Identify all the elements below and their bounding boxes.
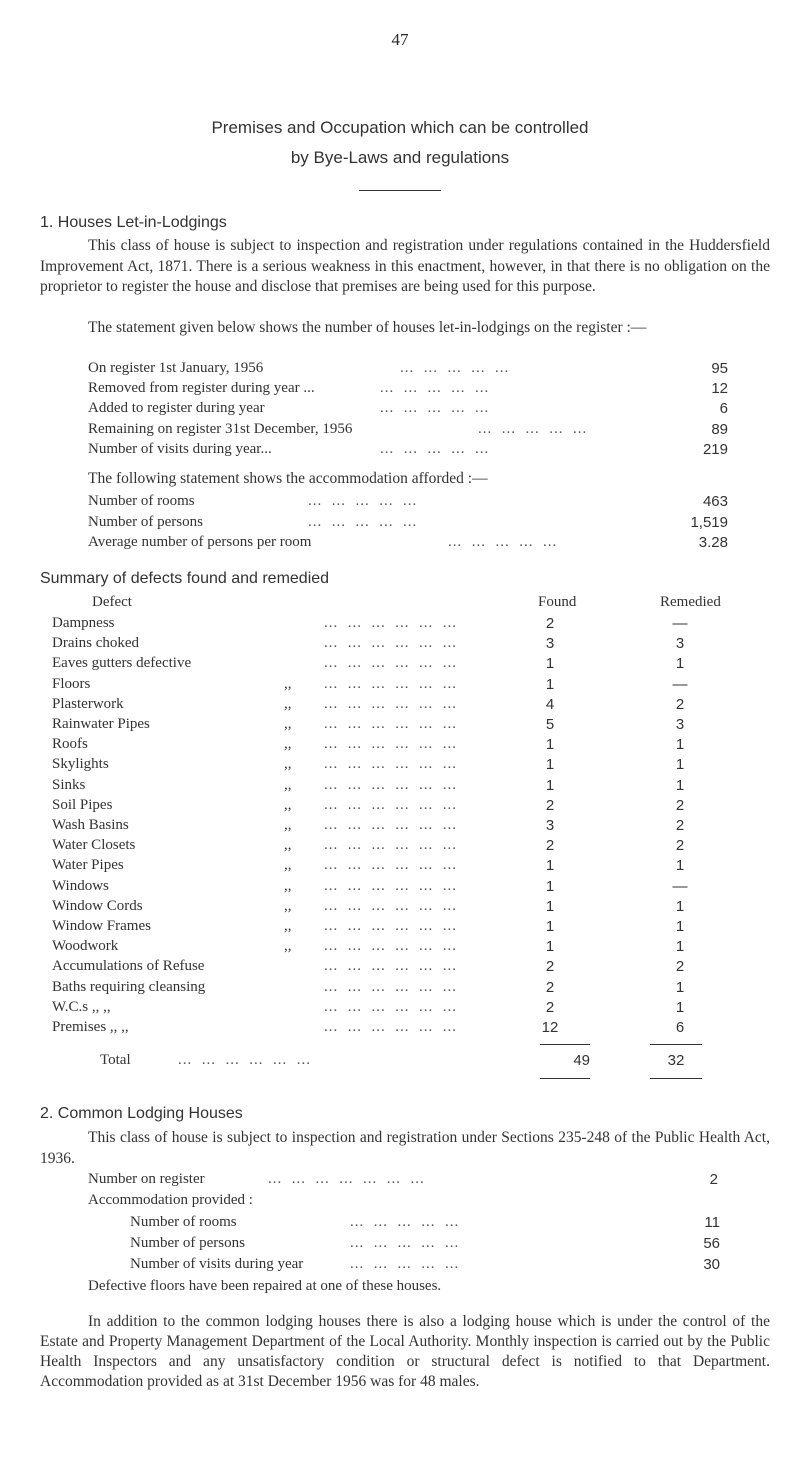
col-remedied-header: Remedied [660, 594, 721, 610]
ditto-mark: ,, [284, 776, 292, 793]
register-row-leader: ... ... ... ... ... [400, 360, 510, 376]
defect-found: 1 [545, 918, 555, 935]
defect-leader: ... ... ... ... ... ... [324, 655, 457, 672]
number-on-register-label: Number on register [88, 1171, 205, 1187]
page-number: 47 [391, 30, 409, 49]
page-title: Premises and Occupation which can be controlled [211, 118, 589, 137]
defect-row [52, 655, 732, 675]
defect-row [52, 817, 732, 837]
defect-row [52, 958, 732, 978]
defect-leader: ... ... ... ... ... ... [324, 756, 457, 773]
number-on-register-row [88, 1171, 728, 1191]
common-lodging-row-label: Number of rooms [130, 1214, 237, 1230]
ditto-mark: ,, [284, 918, 292, 934]
defect-remedied: 3 [675, 635, 685, 653]
defect-label: Accumulations of Refuse [52, 958, 205, 975]
defect-found: 1 [545, 736, 555, 754]
accommodation-row-label: Number of persons [88, 514, 203, 530]
defect-leader: ... ... ... ... ... ... [324, 958, 457, 975]
defect-remedied: 1 [675, 756, 685, 774]
defect-leader: ... ... ... ... ... ... [324, 695, 457, 712]
number-on-register-leader: ... ... ... ... ... ... ... [268, 1171, 425, 1187]
defect-row [52, 979, 732, 999]
defect-found: 1 [545, 897, 555, 915]
title-divider [359, 190, 441, 191]
register-row-value: 95 [711, 360, 728, 377]
common-lodging-row-leader: ... ... ... ... ... [350, 1256, 460, 1272]
ditto-mark: ,, [284, 877, 292, 894]
defect-row [52, 676, 732, 696]
register-statement-intro: The statement given below shows the number of houses let-in-lodgings on the register :— [88, 319, 647, 336]
defects-heading: Summary of defects found and remedied [40, 570, 330, 587]
defect-remedied: 1 [675, 978, 685, 996]
section2-heading: 2. Common Lodging Houses [40, 1105, 243, 1122]
defect-row [52, 837, 732, 857]
ditto-mark: ,, [284, 736, 292, 753]
defect-remedied: — [672, 877, 688, 895]
defect-remedied: 1 [675, 857, 685, 875]
accommodation-row-value: 1,519 [690, 514, 728, 531]
defect-found: 12 [541, 1019, 559, 1036]
defect-found: 1 [545, 938, 555, 956]
defect-row [52, 756, 732, 776]
defect-found: 2 [545, 796, 555, 814]
ditto-mark: ,, [284, 675, 292, 692]
register-row [88, 380, 728, 400]
defect-label: Water Closets [52, 837, 136, 854]
accommodation-row-leader: ... ... ... ... ... [308, 493, 418, 509]
defect-leader: ... ... ... ... ... ... [324, 796, 457, 813]
register-row [88, 441, 728, 461]
common-lodging-row [130, 1214, 730, 1234]
defect-found: 3 [545, 635, 555, 653]
defect-label: Water Pipes [52, 857, 124, 874]
defect-label: Floors [52, 675, 91, 692]
defect-remedied: 2 [675, 958, 685, 976]
register-row-label: Remaining on register 31st December, 1956 [88, 421, 353, 437]
defect-found: 2 [545, 978, 555, 996]
section1-intro: This class of house is subject to inspection and registration under regulations contained in the Huddersfield Improvement Act, 1871. There is a serious weakness in this enactment, however, in that there is no obligation on the proprietor to register the house and disclose that premises are being used for this purpose. [40, 237, 770, 295]
register-row-leader: ... ... ... ... ... [478, 421, 588, 437]
defect-row [52, 635, 732, 655]
defect-row [52, 1019, 732, 1039]
defect-remedied: 1 [675, 897, 685, 915]
defect-label: Eaves gutters defective [52, 655, 192, 672]
defect-row [52, 736, 732, 756]
defect-label: Roofs [52, 736, 88, 753]
accommodation-row-value: 463 [702, 493, 728, 510]
page-subtitle: by Bye-Laws and regulations [290, 148, 510, 167]
defect-found: 2 [545, 837, 555, 855]
accommodation-row [88, 514, 728, 534]
register-row-value: 219 [702, 441, 728, 458]
register-row-value: 6 [719, 400, 728, 417]
defect-row [52, 696, 732, 716]
defect-found: 5 [545, 716, 555, 733]
defect-remedied: 1 [675, 998, 685, 1016]
ditto-mark: ,, [284, 796, 292, 813]
defect-remedied: 1 [675, 736, 685, 754]
defect-leader: ... ... ... ... ... ... [324, 635, 457, 652]
accommodation-row-leader: ... ... ... ... ... [448, 534, 558, 550]
ditto-mark: ,, [284, 716, 292, 732]
defect-leader: ... ... ... ... ... ... [324, 918, 457, 934]
accommodation-intro: The following statement shows the accommodation afforded :— [88, 470, 488, 487]
defect-remedied: 6 [675, 1019, 685, 1036]
register-row-value: 12 [711, 380, 728, 397]
defect-found: 1 [545, 655, 555, 673]
common-lodging-row-value: 11 [704, 1214, 720, 1231]
defect-row [52, 918, 732, 938]
ditto-mark: ,, [284, 857, 292, 874]
defect-row [52, 615, 732, 635]
number-on-register-value: 2 [709, 1171, 718, 1188]
accommodation-row [88, 493, 728, 513]
defect-label: Drains choked [52, 635, 140, 652]
defect-remedied: — [672, 615, 688, 632]
defect-found: 1 [545, 776, 555, 794]
register-row-leader: ... ... ... ... ... [380, 380, 490, 396]
accommodation-row-value: 3.28 [698, 534, 728, 551]
defect-label: Plasterwork [52, 695, 124, 712]
defect-row [52, 938, 732, 958]
total-rule-found-top [540, 1044, 590, 1045]
defect-leader: ... ... ... ... ... ... [324, 857, 457, 874]
ditto-mark: ,, [284, 817, 292, 833]
closing-paragraph: In addition to the common lodging houses there is also a lodging house which is under the control of the Estate and Property Management Department of the Local Authority. Monthly inspection is carried out by the Public Health Inspectors and any unsatisfactory condition or structural defect is notified to that Department. Accommodation provided as at 31st December 1956 was for 48 males. [40, 1313, 770, 1390]
register-row-label: Added to register during year [88, 400, 265, 416]
common-lodging-row-leader: ... ... ... ... ... [350, 1214, 460, 1230]
register-row [88, 360, 728, 380]
defect-leader: ... ... ... ... ... ... [324, 998, 457, 1015]
defective-note: Defective floors have been repaired at one of these houses. [88, 1278, 442, 1294]
defect-leader: ... ... ... ... ... ... [324, 978, 457, 995]
defect-label: Wash Basins [52, 817, 129, 833]
ditto-mark: ,, [284, 938, 292, 955]
accommodation-row-label: Number of rooms [88, 493, 195, 509]
defect-row [52, 777, 732, 797]
defect-row [52, 857, 732, 877]
defect-leader: ... ... ... ... ... ... [324, 938, 457, 955]
ditto-mark: ,, [284, 756, 292, 773]
defect-remedied: 2 [675, 695, 685, 713]
defect-row [52, 898, 732, 918]
defect-label: Dampness [52, 615, 115, 631]
register-row-label: Removed from register during year ... [88, 380, 315, 396]
register-row-leader: ... ... ... ... ... [380, 441, 490, 457]
defect-found: 1 [545, 756, 555, 774]
register-row [88, 400, 728, 420]
defect-leader: ... ... ... ... ... ... [324, 817, 457, 833]
defect-remedied: 2 [675, 817, 685, 834]
total-found: 49 [573, 1052, 590, 1069]
defect-leader: ... ... ... ... ... ... [324, 736, 457, 753]
defect-leader: ... ... ... ... ... ... [324, 837, 457, 854]
defect-remedied: 2 [675, 837, 685, 855]
defect-found: 2 [545, 958, 555, 976]
common-lodging-row-value: 30 [703, 1256, 720, 1273]
defect-found: 1 [545, 877, 555, 895]
defect-remedied: 3 [675, 716, 685, 733]
common-lodging-row [130, 1235, 730, 1255]
register-row-leader: ... ... ... ... ... [380, 400, 490, 416]
defect-remedied: 1 [675, 918, 685, 935]
common-lodging-row-value: 56 [703, 1235, 720, 1252]
defect-label: W.C.s ,, ,, [52, 998, 111, 1015]
defect-label: Sinks [52, 776, 86, 793]
total-row [100, 1052, 720, 1072]
defect-leader: ... ... ... ... ... ... [324, 776, 457, 793]
total-rule-remedied-bottom [650, 1078, 702, 1079]
common-lodging-row-leader: ... ... ... ... ... [350, 1235, 460, 1251]
accommodation-provided-label: Accommodation provided : [88, 1192, 253, 1208]
defect-leader: ... ... ... ... ... ... [324, 877, 457, 894]
defect-remedied: 1 [675, 776, 685, 794]
defect-leader: ... ... ... ... ... ... [324, 716, 457, 732]
accommodation-row-leader: ... ... ... ... ... [308, 514, 418, 530]
defect-leader: ... ... ... ... ... ... [324, 1019, 457, 1035]
common-lodging-row-label: Number of persons [130, 1235, 245, 1251]
register-row-label: On register 1st January, 1956 [88, 360, 264, 376]
defect-found: 1 [545, 857, 555, 875]
defect-label: Rainwater Pipes [52, 716, 150, 732]
defect-row [52, 999, 732, 1019]
defect-label: Window Frames [52, 918, 151, 934]
defect-remedied: 1 [675, 938, 685, 956]
defect-label: Soil Pipes [52, 796, 113, 813]
defect-found: 1 [545, 675, 555, 693]
defect-label: Premises ,, ,, [52, 1019, 129, 1035]
section1-heading: 1. Houses Let-in-Lodgings [40, 214, 227, 231]
register-row-value: 89 [711, 421, 728, 438]
defective-note-row [88, 1278, 728, 1298]
defect-label: Baths requiring cleansing [52, 978, 206, 995]
defect-remedied: 1 [675, 655, 685, 673]
section2-intro: This class of house is subject to inspection and registration under Sections 235-248 of the Public Health Act, 1936. [40, 1129, 770, 1167]
ditto-mark: ,, [284, 837, 292, 854]
ditto-mark: ,, [284, 695, 292, 712]
accommodation-row-label: Average number of persons per room [88, 534, 312, 550]
defect-label: Skylights [52, 756, 109, 773]
accommodation-row [88, 534, 728, 554]
defect-found: 2 [545, 998, 555, 1016]
common-lodging-row-label: Number of visits during year [130, 1256, 304, 1272]
defect-leader: ... ... ... ... ... ... [324, 897, 457, 914]
register-row-label: Number of visits during year... [88, 441, 272, 457]
defect-found: 2 [545, 615, 555, 632]
total-leader: ... ... ... ... ... ... [178, 1052, 311, 1068]
defect-remedied: — [672, 675, 688, 693]
total-rule-remedied-top [650, 1044, 702, 1045]
defect-found: 4 [545, 695, 555, 713]
total-rule-found-bottom [540, 1078, 590, 1079]
defect-row [52, 878, 732, 898]
defect-leader: ... ... ... ... ... ... [324, 675, 457, 692]
col-found-header: Found [538, 594, 577, 610]
defect-label: Windows [52, 877, 109, 894]
defect-remedied: 2 [675, 796, 685, 814]
total-label: Total [100, 1052, 131, 1068]
defect-label: Window Cords [52, 897, 143, 914]
register-row [88, 421, 728, 441]
total-remedied: 32 [667, 1052, 685, 1069]
col-defect-header: Defect [92, 594, 132, 610]
defect-row [52, 716, 732, 736]
defect-found: 3 [545, 817, 555, 834]
common-lodging-row [130, 1256, 730, 1276]
defect-label: Woodwork [52, 938, 119, 955]
accommodation-provided-row [88, 1192, 728, 1212]
defect-row [52, 797, 732, 817]
defect-leader: ... ... ... ... ... ... [324, 615, 457, 631]
ditto-mark: ,, [284, 897, 292, 914]
